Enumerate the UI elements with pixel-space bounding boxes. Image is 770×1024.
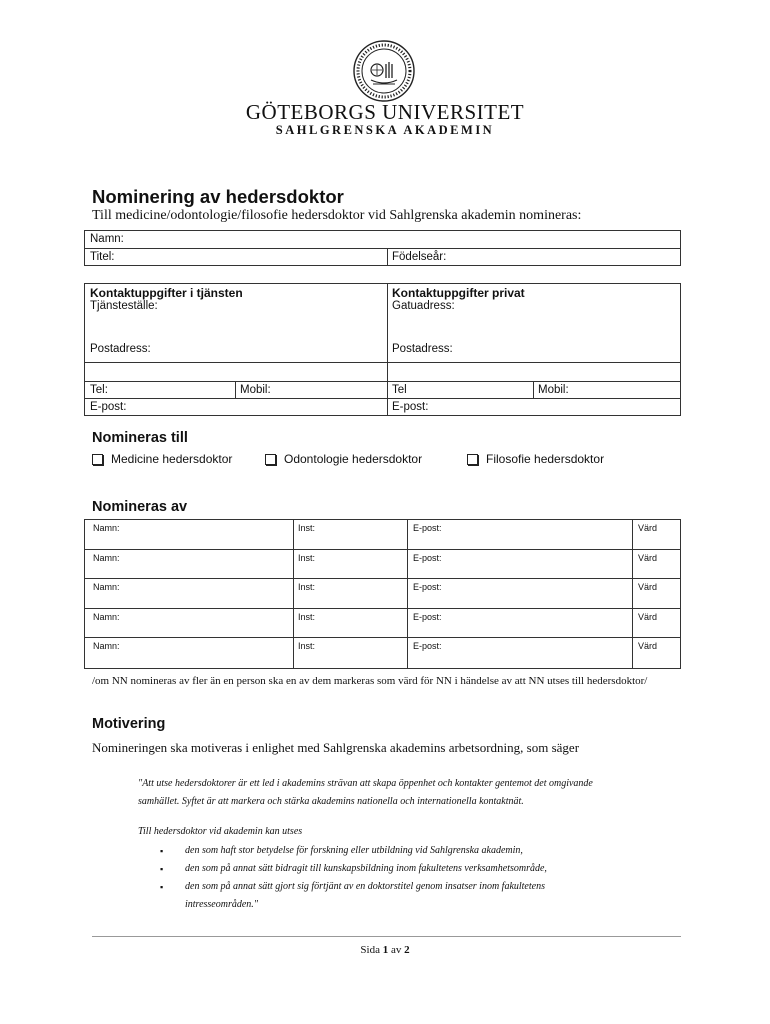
nominator-name-field[interactable]: Namn:	[93, 641, 120, 652]
option-label: Filosofie hedersdoktor	[486, 452, 605, 466]
university-name: GÖTEBORGS UNIVERSITET	[245, 100, 525, 124]
nominator-host-field[interactable]: Värd	[638, 523, 658, 533]
nominator-email-field[interactable]: E-post:	[413, 582, 442, 593]
nominated-by-heading: Nomineras av	[92, 499, 188, 515]
list-item	[160, 842, 600, 860]
nominator-email-field[interactable]: E-post:	[413, 611, 442, 622]
birth-year-field[interactable]	[387, 249, 681, 266]
nominated-to-heading: Nomineras till	[92, 430, 188, 446]
motivation-heading: Motivering	[92, 716, 166, 732]
tel-work-label: Tel:	[90, 384, 108, 396]
workplace-label: Tjänsteställe:	[90, 300, 158, 312]
page-prefix: Sida	[360, 944, 380, 956]
nominator-host-field[interactable]: Värd	[638, 611, 658, 622]
contact-box	[84, 283, 681, 416]
nominator-inst-field[interactable]: Inst:	[298, 641, 316, 652]
option-label: Odontologie hedersdoktor	[284, 452, 423, 466]
option-label: Medicine hedersdoktor	[111, 452, 233, 466]
nominator-name-field[interactable]: Namn:	[93, 611, 120, 622]
nominator-host-field[interactable]: Värd	[638, 552, 658, 563]
birth-year-label: Födelseår:	[392, 251, 447, 263]
postal-address-private-field[interactable]	[387, 341, 681, 359]
criterion-text: den som på annat sätt bidragit till kunskapsbildning inom fakultetens verksamhetsområde,	[185, 863, 547, 874]
nominator-inst-field[interactable]: Inst:	[298, 611, 316, 622]
mobile-private-label: Mobil:	[538, 384, 569, 396]
mobile-work-label: Mobil:	[240, 384, 271, 396]
nominator-email-field[interactable]: E-post:	[413, 552, 442, 563]
nominator-inst-field[interactable]: Inst:	[298, 523, 316, 533]
university-seal-logo	[353, 40, 415, 102]
page-number	[0, 944, 770, 956]
bullet-icon: ▪	[160, 846, 164, 856]
nominator-email-field[interactable]: E-post:	[413, 523, 442, 533]
table-row	[85, 550, 680, 580]
title-field[interactable]	[85, 249, 387, 266]
page-current: 1	[382, 944, 389, 956]
postal-address-work-label: Postadress:	[90, 343, 151, 355]
email-work-label: E-post:	[90, 401, 127, 413]
table-row	[85, 638, 680, 668]
postal-address-private-label: Postadress:	[392, 343, 453, 355]
host-note: /om NN nomineras av fler än en person ska en av dem markeras som värd för NN i händelse av att NN utses till hedersdoktor/	[92, 675, 648, 687]
table-row	[85, 520, 680, 550]
list-item	[160, 860, 600, 878]
checkbox-icon[interactable]	[265, 454, 276, 465]
document-subtitle: Till medicine/odontologie/filosofie hedersdoktor vid Sahlgrenska akademin nomineras:	[92, 208, 582, 223]
nominator-email-field[interactable]: E-post:	[413, 641, 442, 652]
nominator-host-field[interactable]: Värd	[638, 641, 658, 652]
nominator-name-field[interactable]: Namn:	[93, 582, 120, 593]
table-row	[85, 609, 680, 639]
criterion-text: den som haft stor betydelse för forskning eller utbildning vid Sahlgrenska akademin,	[185, 845, 523, 856]
motivation-intro: Nomineringen ska motiveras i enlighet med Sahlgrenska akademins arbetsordning, som säger	[92, 740, 580, 755]
academy-name: SAHLGRENSKA AKADEMIN	[275, 123, 495, 137]
mobile-private-field[interactable]	[533, 382, 681, 398]
street-address-label: Gatuadress:	[392, 300, 455, 312]
nominator-inst-field[interactable]: Inst:	[298, 552, 316, 563]
page-separator: av	[390, 944, 402, 956]
page-total: 2	[404, 944, 410, 956]
nominator-inst-field[interactable]: Inst:	[298, 582, 316, 593]
nominated-to-options	[0, 452, 770, 472]
bullet-icon: ▪	[160, 864, 164, 874]
checkbox-icon[interactable]	[467, 454, 478, 465]
name-label: Namn:	[90, 233, 124, 245]
nominator-host-field[interactable]: Värd	[638, 582, 658, 593]
nominator-name-field[interactable]: Namn:	[93, 552, 120, 563]
nominators-table	[84, 519, 681, 669]
mobile-work-field[interactable]	[235, 382, 387, 398]
postal-address-work-field[interactable]	[85, 341, 387, 359]
email-work-field[interactable]	[85, 399, 387, 415]
tel-private-label: Tel	[392, 384, 407, 396]
option-medicine[interactable]	[92, 452, 232, 466]
criteria-list	[160, 842, 600, 914]
private-contact-header: Kontaktuppgifter privat	[392, 286, 525, 300]
option-odontology[interactable]	[265, 452, 422, 466]
document-title: Nominering av hedersdoktor	[92, 186, 344, 207]
title-label: Titel:	[90, 251, 115, 263]
option-philosophy[interactable]	[467, 452, 604, 466]
work-contact-header: Kontaktuppgifter i tjänsten	[90, 286, 243, 300]
email-private-label: E-post:	[392, 401, 429, 413]
motivation-quote: "Att utse hedersdoktorer är ett led i akademins strävan att skapa öppenhet och kontakter gentemot det omgivande samhället. Syftet är att markera och stärka akademins nationella och internationella kontaktnät.	[138, 778, 593, 807]
bullet-icon: ▪	[160, 882, 164, 892]
table-row	[85, 579, 680, 609]
checkbox-icon[interactable]	[92, 454, 103, 465]
tel-private-field[interactable]	[387, 382, 533, 398]
motivation-list-intro: Till hedersdoktor vid akademin kan utses	[138, 826, 303, 837]
list-item	[160, 878, 600, 914]
nominator-name-field[interactable]: Namn:	[93, 523, 120, 533]
email-private-field[interactable]	[387, 399, 681, 415]
tel-work-field[interactable]	[85, 382, 235, 398]
footer-divider	[92, 936, 681, 937]
name-field[interactable]	[85, 231, 681, 248]
criterion-text: den som på annat sätt gjort sig förtjänt av en doktorstitel genom insatser inom fakultetens intresseområden."	[185, 881, 545, 910]
candidate-box	[84, 230, 681, 266]
